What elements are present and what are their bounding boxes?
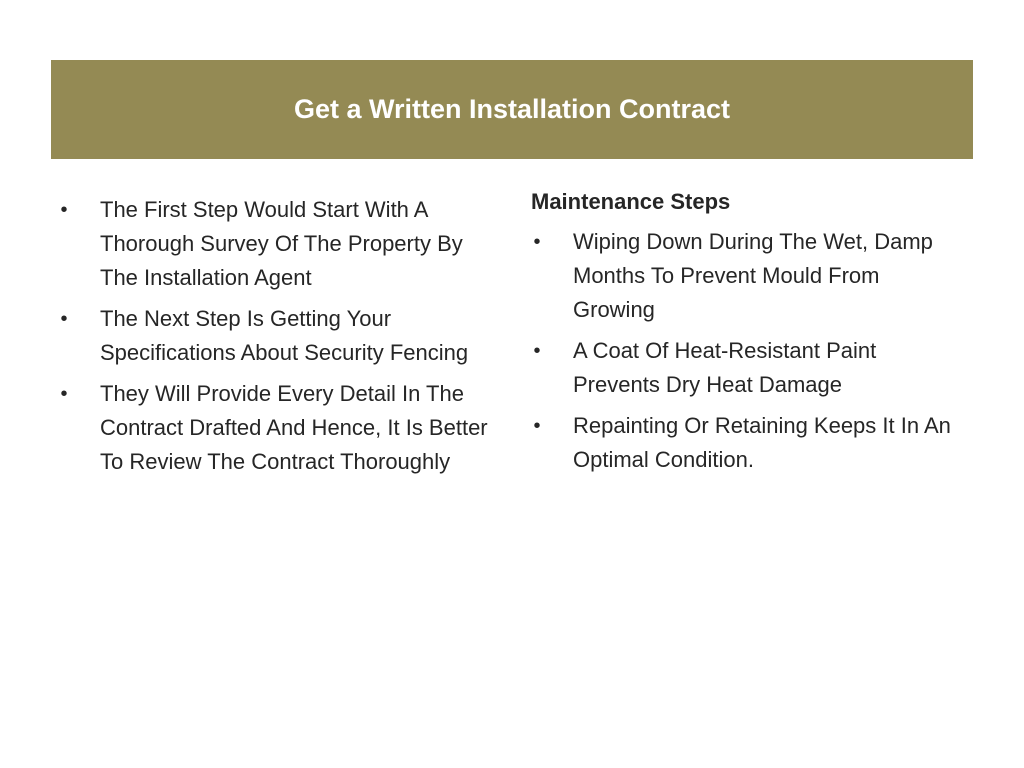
bullet-icon: •: [60, 308, 68, 330]
bullet-icon: •: [533, 340, 541, 362]
list-item: [58, 302, 498, 370]
list-item: [58, 193, 498, 295]
right-column: [531, 185, 961, 484]
slide-title: Get a Written Installation Contract: [293, 94, 731, 124]
bullet-icon: •: [60, 199, 68, 221]
list-item-text: The First Step Would Start With A Thorough Survey Of The Property By The Installation Agent: [100, 197, 463, 290]
list-item-text: A Coat Of Heat-Resistant Paint Prevents Dry Heat Damage: [573, 338, 877, 397]
list-item: [58, 377, 498, 479]
list-item-text: Wiping Down During The Wet, Damp Months To Prevent Mould From Growing: [573, 229, 933, 322]
bullet-icon: •: [533, 415, 541, 437]
list-item-text: The Next Step Is Getting Your Specifications About Security Fencing: [100, 306, 469, 365]
left-column: [58, 193, 498, 486]
list-item: [531, 409, 961, 477]
left-bullet-list: [58, 193, 498, 479]
list-item-text: Repainting Or Retaining Keeps It In An Optimal Condition.: [573, 413, 951, 472]
list-item: [531, 334, 961, 402]
right-bullet-list: [531, 225, 961, 477]
bullet-icon: •: [60, 383, 68, 405]
title-bar: [51, 60, 973, 159]
bullet-icon: •: [533, 231, 541, 253]
list-item: [531, 225, 961, 327]
section-heading: Maintenance Steps: [531, 189, 731, 214]
list-item-text: They Will Provide Every Detail In The Contract Drafted And Hence, It Is Better To Review The Contract Thoroughly: [100, 381, 488, 474]
